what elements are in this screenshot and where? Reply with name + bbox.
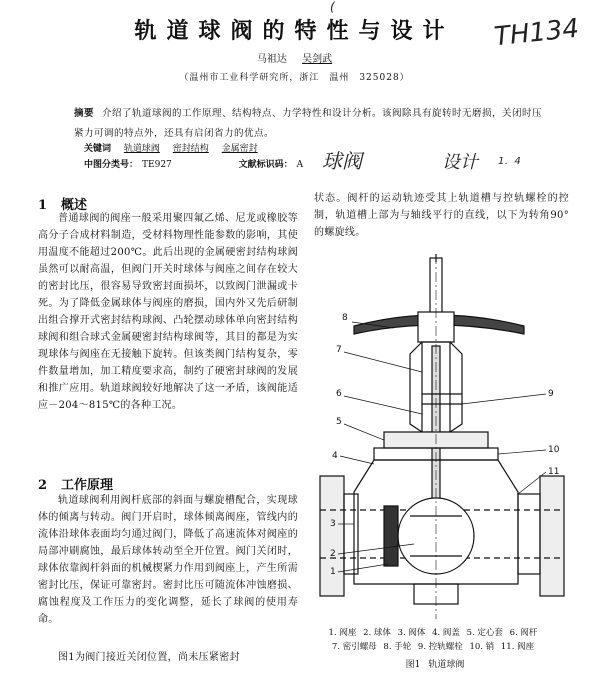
author-2: 吴剑武	[302, 54, 333, 65]
callout-4: 4	[332, 451, 338, 461]
legend-item-4: 4. 阀盖	[432, 628, 460, 638]
callout-11: 11	[548, 467, 560, 477]
handwritten-word-1: 球阀	[322, 149, 362, 173]
section-1-body	[38, 210, 298, 414]
column-2-text	[314, 190, 569, 241]
classification	[84, 157, 303, 170]
legend-item-3: 3. 阀体	[397, 628, 426, 638]
callout-1: 1	[330, 567, 336, 577]
valve-figure	[314, 254, 570, 624]
legend-item-7: 7. 密引螺母	[331, 642, 377, 652]
abstract	[74, 104, 544, 144]
legend-item-10: 10. 销	[469, 642, 495, 652]
legend-item-2: 2. 球体	[363, 628, 391, 638]
handwritten-mark: 1．4	[498, 156, 521, 167]
section-2-title: 工作原理	[61, 478, 114, 493]
callout-3: 3	[330, 519, 336, 529]
right-flange	[540, 476, 564, 596]
section-1-number: 1	[38, 198, 48, 213]
callout-10: 10	[548, 445, 560, 455]
class-label: 中图分类号：	[84, 160, 139, 170]
section-2-body	[38, 492, 298, 628]
abstract-text: 介绍了轨道球阀的工作原理、结构特点、力学特性和设计分析。该阀除具有旋转时无磨损，关闭时压紧力可调的特点外，还具有启闭省力的优点。	[74, 108, 543, 139]
callout-2: 2	[330, 549, 336, 559]
doc-label: 文献标识码：	[238, 160, 293, 170]
callout-8: 8	[342, 313, 348, 323]
column-2-paragraph: 状态。阀杆的运动轨迹受其上轨道槽与控轨螺栓的控制，轨道槽上部为与轴线平行的直线，以下为转角90°的螺旋线。	[314, 193, 569, 238]
figure-legend	[300, 626, 570, 654]
keywords-label: 关键词	[84, 144, 112, 154]
seat	[384, 506, 398, 566]
callout-6: 6	[336, 389, 342, 399]
callout-9: 9	[548, 389, 554, 399]
left-flange	[320, 476, 344, 596]
doc-value: A	[296, 160, 304, 170]
section-2-paragraph-2: 图1为阀门接近关闭位置，尚未压紧密封	[58, 652, 240, 663]
section-2-paragraph: 轨道球阀利用阀杆底部的斜面与螺旋槽配合，实现球体的倾离与转动。阀门开启时，球体倾离阀座，管线内的流体沿球体表面均匀通过阀门，降低了高速流体对阀座的局部冲刷腐蚀，最后球体转动至全开位置。阀门关闭时，球体依靠阀杆斜面的机械楔紧力作用到阀座上，产生所需密封比压，保证可靠密封。密封比压可随流体冲蚀磨损、腐蚀程度及工作压力的变化调整，延长了球阀的使用寿命。	[38, 495, 298, 625]
keyword-1: 轨道球阀	[123, 144, 160, 154]
handwritten-mark-top: (	[330, 0, 335, 14]
section-1-title: 概述	[61, 198, 88, 213]
callout-7: 7	[336, 345, 342, 355]
page-title: 轨道球阀的特性与设计	[134, 18, 455, 44]
affiliation: （温州市工业科学研究所，浙江 温州 325028）	[179, 73, 410, 83]
figure-caption-number: 图1	[405, 660, 421, 670]
legend-item-8: 8. 手轮	[383, 642, 412, 652]
legend-item-11: 11. 阀座	[500, 642, 535, 652]
handwritten-word-2: 设计	[442, 152, 478, 173]
legend-item-9: 9. 控轨螺栓	[417, 642, 463, 652]
legend-item-1: 1. 阀座	[328, 628, 357, 638]
keywords	[84, 141, 268, 154]
figure-caption	[300, 657, 570, 670]
section-1-paragraph: 普通球阀的阀座一般采用聚四氟乙烯、尼龙或橡胶等高分子合成材料制造，受材料物理性能参数的影响，其使用温度不能超过200℃。此后出现的金属硬密封结构球阀虽然可以耐高温，但阀门开关时球体与阀座之间存在较大的密封比压，很容易导致密封面损坏，以致阀门泄漏或卡死。为了降低金属球体与阀座的磨损，国内外又先后研制出组合撑开式密封结构球阀、凸轮摆动球体单向密封结构球阀和组合球式金属硬密封结构球阀等，其目的都是为实现球体与阀座在无接触下旋转。但该类阀门结构复杂，零件数量增加，加工精度要求高，制约了硬密封球阀的发展和推广应用。轨道球阀较好地解决了这一矛盾，该阀能适应－204～815℃的各种工况。	[38, 213, 298, 411]
section-2-number: 2	[38, 478, 48, 493]
section-2-heading	[38, 474, 298, 493]
authors	[0, 50, 589, 65]
keyword-3: 金属密封	[221, 144, 258, 154]
class-value: TE927	[142, 160, 172, 170]
abstract-label: 摘要	[74, 108, 95, 119]
legend-item-5: 5. 定心套	[466, 628, 503, 638]
legend-item-6: 6. 阀杆	[509, 628, 538, 638]
keyword-2: 密封结构	[172, 144, 209, 154]
handwritten-code: TH134	[492, 13, 581, 53]
section-2-body-2	[38, 649, 298, 666]
author-1: 马祖达	[256, 54, 287, 65]
callout-5: 5	[336, 417, 342, 427]
figure-caption-text: 轨道球阀	[428, 660, 465, 670]
